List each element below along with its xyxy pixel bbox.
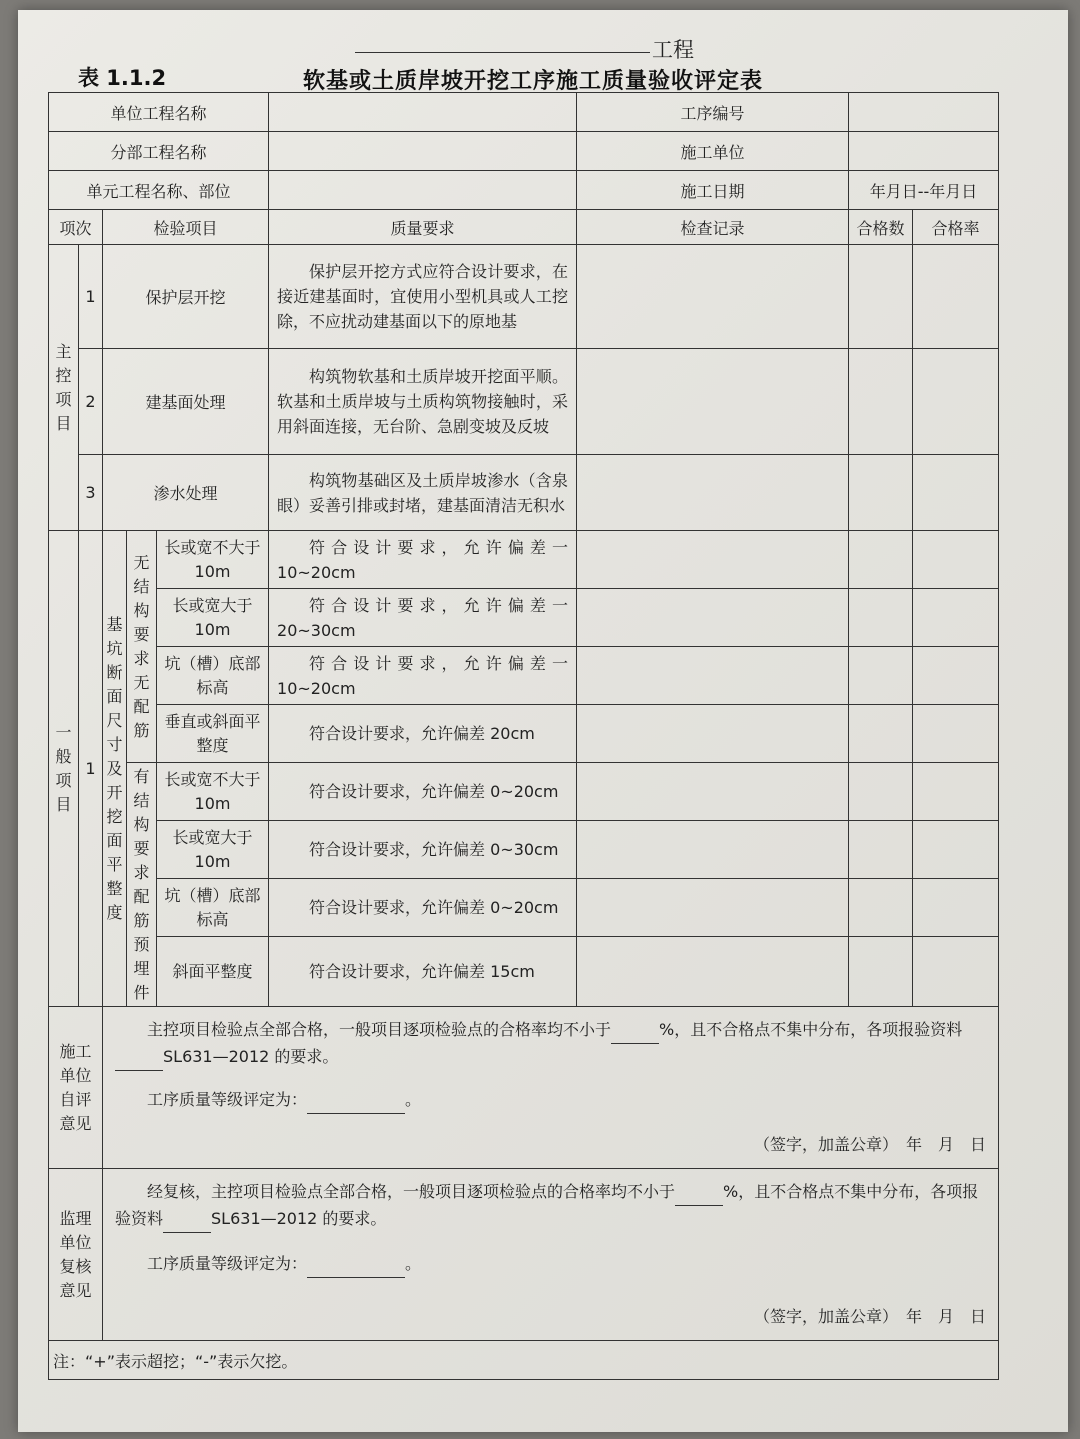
element-project-label: 单元工程名称、部位 <box>49 171 269 210</box>
supervisor-docs-blank[interactable] <box>163 1206 211 1233</box>
pass-rate-cell[interactable] <box>913 937 999 1007</box>
general-item-row <box>49 531 999 589</box>
project-suffix: 工程 <box>652 38 694 62</box>
pass-rate-cell[interactable] <box>913 245 999 349</box>
general-item-row <box>49 647 999 705</box>
sub-item-req: 符合设计要求，允许偏差 0~20cm <box>269 879 577 937</box>
main-item-name: 建基面处理 <box>103 349 269 455</box>
pass-count-cell[interactable] <box>849 245 913 349</box>
supervisor-grade-blank[interactable] <box>307 1251 405 1278</box>
self-eval-text-a: 主控项目检验点全部合格，一般项目逐项检验点的合格率均不小于 <box>147 1020 612 1039</box>
record-cell[interactable] <box>577 879 849 937</box>
info-row-element <box>49 171 999 210</box>
main-item-req: 构筑物基础区及土质岸坡渗水（含泉眼）妥善引排或封堵，建基面清洁无积水 <box>269 455 577 531</box>
pass-count-cell[interactable] <box>849 937 913 1007</box>
sub-item-req: 符合设计要求，允许偏差 20cm <box>269 705 577 763</box>
main-item-name: 渗水处理 <box>103 455 269 531</box>
main-item-no: 1 <box>79 245 103 349</box>
pass-count-cell[interactable] <box>849 531 913 589</box>
construction-date-label: 施工日期 <box>577 171 849 210</box>
supervisor-text-c: SL631—2012 的要求。 <box>211 1209 387 1228</box>
general-item-row <box>49 763 999 821</box>
main-item-name: 保护层开挖 <box>103 245 269 349</box>
supervisor-grade-label: 工序质量等级评定为： <box>147 1254 308 1273</box>
record-cell[interactable] <box>577 763 849 821</box>
general-item-row <box>49 589 999 647</box>
element-project-field[interactable] <box>269 171 577 210</box>
sub-item-req: 符合设计要求，允许偏差一 10~20cm <box>269 647 577 705</box>
general-item-row <box>49 705 999 763</box>
self-eval-grade-label: 工序质量等级评定为： <box>147 1090 308 1109</box>
unit-project-label: 单位工程名称 <box>49 93 269 132</box>
supervisor-text-b: %，且不合格点不集中分布，各项报验资料 <box>115 1182 979 1228</box>
main-item-req: 构筑物软基和土质岸坡开挖面平顺。软基和土质岸坡与土质构筑物接触时，采用斜面连接，无台阶、急剧变坡及反坡 <box>269 349 577 455</box>
sub-item-name: 长或宽不大于 10m <box>157 531 269 589</box>
sub-item-name: 坑（槽）底部标高 <box>157 647 269 705</box>
col-pass-rate: 合格率 <box>913 210 999 245</box>
construction-date-value[interactable]: 年月日--年月日 <box>849 171 999 210</box>
self-eval-row <box>49 1007 999 1169</box>
self-eval-opinion <box>103 1007 999 1169</box>
pass-rate-cell[interactable] <box>913 531 999 589</box>
info-row-unit <box>49 93 999 132</box>
footnote: 注：“+”表示超挖；“-”表示欠挖。 <box>49 1341 999 1380</box>
sub-item-name: 长或宽大于 10m <box>157 589 269 647</box>
note-row <box>49 1341 999 1380</box>
self-eval-grade-end: 。 <box>405 1090 422 1109</box>
record-cell[interactable] <box>577 589 849 647</box>
sub-item-req: 符合设计要求，允许偏差 0~30cm <box>269 821 577 879</box>
pass-count-cell[interactable] <box>849 879 913 937</box>
supervisor-row <box>49 1169 999 1341</box>
supervisor-label: 监理单位复核意见 <box>49 1169 103 1341</box>
general-item-no: 1 <box>79 531 103 1007</box>
col-item-no: 项次 <box>49 210 103 245</box>
construction-unit-field[interactable] <box>849 132 999 171</box>
supervisor-opinion <box>103 1169 999 1341</box>
supervisor-grade-end: 。 <box>405 1254 422 1273</box>
self-eval-label: 施工单位自评意见 <box>49 1007 103 1169</box>
pass-count-cell[interactable] <box>849 647 913 705</box>
evaluation-table <box>48 92 999 1380</box>
main-item-row <box>49 245 999 349</box>
sub-item-name: 长或宽大于 10m <box>157 821 269 879</box>
pass-count-cell[interactable] <box>849 455 913 531</box>
division-project-label: 分部工程名称 <box>49 132 269 171</box>
self-eval-grade-blank[interactable] <box>307 1087 405 1114</box>
project-name-blank <box>355 52 650 53</box>
pass-rate-cell[interactable] <box>913 705 999 763</box>
self-eval-docs-blank[interactable] <box>115 1044 163 1071</box>
division-project-field[interactable] <box>269 132 577 171</box>
sub-item-req: 符合设计要求，允许偏差 15cm <box>269 937 577 1007</box>
col-pass-count: 合格数 <box>849 210 913 245</box>
pass-rate-cell[interactable] <box>913 763 999 821</box>
self-eval-text-b: %，且不合格点不集中分布，各项报验资料 <box>659 1020 963 1039</box>
record-cell[interactable] <box>577 821 849 879</box>
self-eval-rate-blank[interactable] <box>611 1017 659 1044</box>
info-row-division <box>49 132 999 171</box>
pass-count-cell[interactable] <box>849 821 913 879</box>
pass-rate-cell[interactable] <box>913 455 999 531</box>
col-quality-req: 质量要求 <box>269 210 577 245</box>
record-cell[interactable] <box>577 455 849 531</box>
process-no-field[interactable] <box>849 93 999 132</box>
self-eval-signature: （签字，加盖公章） 年 月 日 <box>754 1135 987 1154</box>
sub-item-name: 坑（槽）底部标高 <box>157 879 269 937</box>
general-item-row <box>49 821 999 879</box>
unit-project-field[interactable] <box>269 93 577 132</box>
record-cell[interactable] <box>577 705 849 763</box>
process-no-label: 工序编号 <box>577 93 849 132</box>
self-eval-text-c: SL631—2012 的要求。 <box>163 1047 339 1066</box>
main-item-no: 3 <box>79 455 103 531</box>
sub-item-name: 斜面平整度 <box>157 937 269 1007</box>
record-cell[interactable] <box>577 349 849 455</box>
sub-item-name: 垂直或斜面平整度 <box>157 705 269 763</box>
sub-item-req: 符合设计要求，允许偏差一 10~20cm <box>269 531 577 589</box>
group-label: 基坑断面尺寸及开挖面平整度 <box>103 531 127 1007</box>
record-cell[interactable] <box>577 647 849 705</box>
supervisor-text-a: 经复核，主控项目检验点全部合格，一般项目逐项检验点的合格率均不小于 <box>147 1182 676 1201</box>
pass-count-cell[interactable] <box>849 705 913 763</box>
pass-rate-cell[interactable] <box>913 589 999 647</box>
main-item-row <box>49 349 999 455</box>
main-item-req: 保护层开挖方式应符合设计要求，在接近建基面时，宜使用小型机具或人工挖除，不应扰动建基面以下的原地基 <box>269 245 577 349</box>
pass-rate-cell[interactable] <box>913 879 999 937</box>
sub-item-req: 符合设计要求，允许偏差 0~20cm <box>269 763 577 821</box>
main-item-no: 2 <box>79 349 103 455</box>
general-item-row <box>49 937 999 1007</box>
general-label: 一般项目 <box>49 531 79 1007</box>
table-number: 表 1.1.2 <box>78 66 167 90</box>
record-cell[interactable] <box>577 531 849 589</box>
with-rebar-label: 有结构要求配筋预埋件 <box>127 763 157 1007</box>
col-check-item: 检验项目 <box>103 210 269 245</box>
sub-item-req: 符合设计要求，允许偏差一 20~30cm <box>269 589 577 647</box>
form-title: 软基或土质岸坡开挖工序施工质量验收评定表 <box>303 69 764 94</box>
column-header-row <box>49 210 999 245</box>
construction-unit-label: 施工单位 <box>577 132 849 171</box>
general-item-row <box>49 879 999 937</box>
pass-rate-cell[interactable] <box>913 647 999 705</box>
main-control-label: 主控项目 <box>49 245 79 531</box>
sub-item-name: 长或宽不大于 10m <box>157 763 269 821</box>
col-record: 检查记录 <box>577 210 849 245</box>
pass-count-cell[interactable] <box>849 763 913 821</box>
supervisor-rate-blank[interactable] <box>675 1179 723 1206</box>
record-cell[interactable] <box>577 937 849 1007</box>
pass-rate-cell[interactable] <box>913 821 999 879</box>
pass-count-cell[interactable] <box>849 349 913 455</box>
main-item-row <box>49 455 999 531</box>
supervisor-signature: （签字，加盖公章） 年 月 日 <box>754 1307 987 1326</box>
pass-count-cell[interactable] <box>849 589 913 647</box>
pass-rate-cell[interactable] <box>913 349 999 455</box>
record-cell[interactable] <box>577 245 849 349</box>
no-rebar-label: 无结构要求无配筋 <box>127 531 157 763</box>
